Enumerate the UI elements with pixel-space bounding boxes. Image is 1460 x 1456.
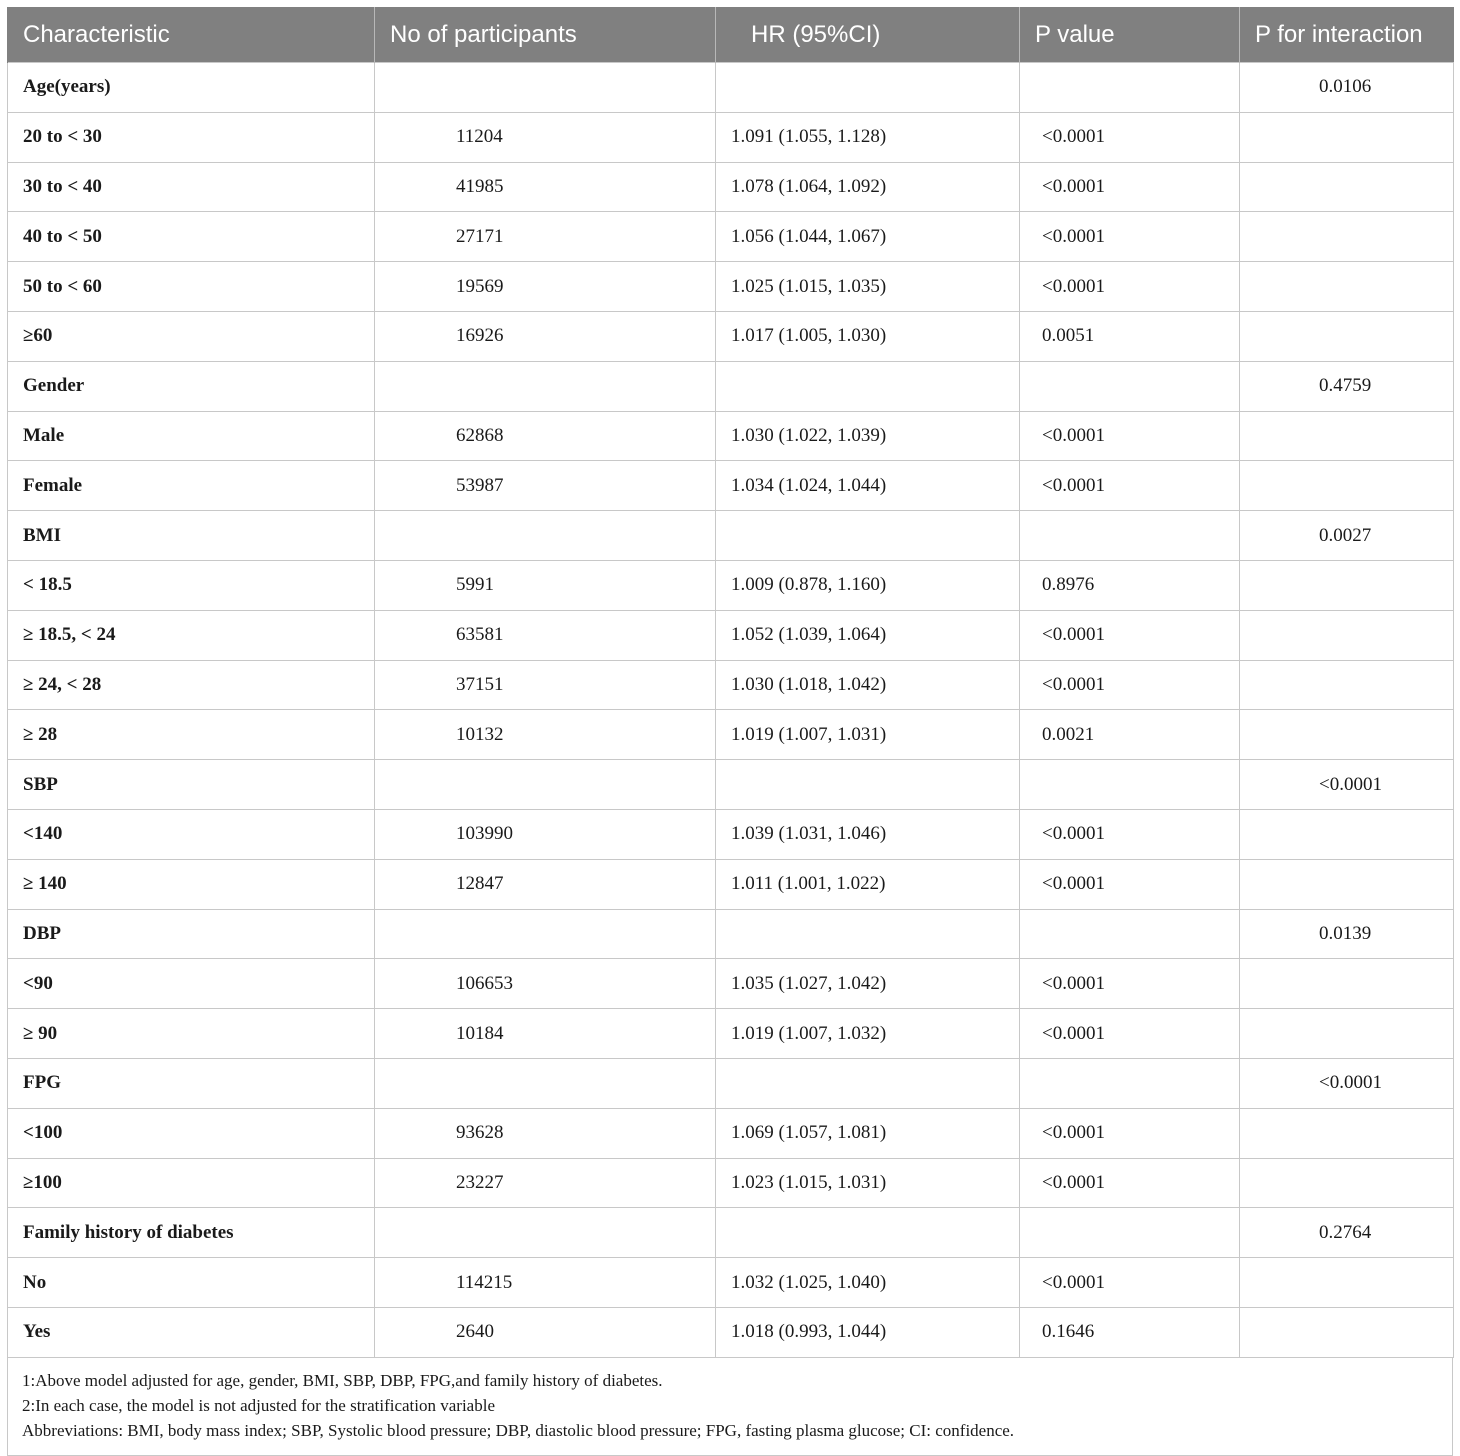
cell-p-value [1020,361,1240,411]
cell-hr: 1.032 (1.025, 1.040) [716,1258,1020,1308]
table-row [8,1058,1454,1108]
header-participants: No of participants [375,7,716,63]
cell-participants: 16926 [375,311,716,361]
cell-participants [375,63,716,113]
cell-p-value: 0.8976 [1020,560,1240,610]
cell-hr [716,361,1020,411]
cell-characteristic: ≥ 28 [8,710,375,760]
table-row [8,411,1454,461]
cell-p-value: <0.0001 [1020,411,1240,461]
cell-participants: 63581 [375,610,716,660]
footnote-1: 1:Above model adjusted for age, gender, BMI, SBP, DBP, FPG,and family history of diabetes. [22,1370,663,1390]
cell-participants [375,361,716,411]
cell-p-interaction [1240,610,1454,660]
cell-p-interaction [1240,560,1454,610]
cell-characteristic: DBP [8,909,375,959]
cell-hr [716,511,1020,561]
cell-participants [375,1058,716,1108]
cell-characteristic: Family history of diabetes [8,1208,375,1258]
cell-p-interaction [1240,461,1454,511]
cell-p-value: <0.0001 [1020,959,1240,1009]
cell-characteristic: BMI [8,511,375,561]
cell-participants: 37151 [375,660,716,710]
cell-participants: 10184 [375,1009,716,1059]
cell-p-interaction: <0.0001 [1240,1058,1454,1108]
cell-characteristic: 50 to < 60 [8,262,375,312]
footnote-abbreviations: Abbreviations: BMI, body mass index; SBP, Systolic blood pressure; DBP, diastolic blood pressure; FPG, fasting plasma glucose; CI: confidence. [22,1420,1015,1440]
cell-hr [716,63,1020,113]
table-row [8,1307,1454,1357]
table-row [8,859,1454,909]
table-row [8,262,1454,312]
cell-characteristic: Male [8,411,375,461]
cell-hr: 1.056 (1.044, 1.067) [716,212,1020,262]
cell-participants: 53987 [375,461,716,511]
cell-p-interaction [1240,710,1454,760]
cell-p-value: <0.0001 [1020,112,1240,162]
cell-hr: 1.019 (1.007, 1.031) [716,710,1020,760]
cell-hr: 1.009 (0.878, 1.160) [716,560,1020,610]
cell-p-interaction [1240,660,1454,710]
cell-participants: 27171 [375,212,716,262]
table-row [8,610,1454,660]
cell-p-value: 0.0021 [1020,710,1240,760]
cell-p-interaction: 0.0027 [1240,511,1454,561]
cell-hr: 1.017 (1.005, 1.030) [716,311,1020,361]
cell-hr [716,760,1020,810]
cell-p-interaction [1240,262,1454,312]
table-row [8,1009,1454,1059]
cell-characteristic: <100 [8,1108,375,1158]
cell-hr: 1.035 (1.027, 1.042) [716,959,1020,1009]
table-row [8,63,1454,113]
cell-characteristic: ≥60 [8,311,375,361]
footnote-2: 2:In each case, the model is not adjusted for the stratification variable [22,1395,495,1415]
cell-p-value: 0.1646 [1020,1307,1240,1357]
cell-p-value: <0.0001 [1020,461,1240,511]
table-row [8,1108,1454,1158]
table-row [8,361,1454,411]
cell-hr: 1.018 (0.993, 1.044) [716,1307,1020,1357]
cell-p-interaction [1240,1258,1454,1308]
table-row [8,1208,1454,1258]
cell-p-interaction [1240,1158,1454,1208]
cell-characteristic: FPG [8,1058,375,1108]
table-row [8,162,1454,212]
table-header-row [8,7,1454,63]
cell-characteristic: Yes [8,1307,375,1357]
cell-characteristic: 30 to < 40 [8,162,375,212]
cell-p-interaction [1240,859,1454,909]
cell-participants: 5991 [375,560,716,610]
cell-p-interaction [1240,411,1454,461]
cell-p-value: <0.0001 [1020,660,1240,710]
cell-hr [716,1208,1020,1258]
cell-characteristic: Age(years) [8,63,375,113]
cell-participants: 10132 [375,710,716,760]
cell-characteristic: Female [8,461,375,511]
cell-characteristic: Gender [8,361,375,411]
table-row [8,660,1454,710]
cell-p-interaction [1240,112,1454,162]
cell-p-interaction: 0.2764 [1240,1208,1454,1258]
cell-participants: 19569 [375,262,716,312]
cell-p-value: <0.0001 [1020,809,1240,859]
cell-p-interaction [1240,1009,1454,1059]
table-row [8,959,1454,1009]
cell-participants: 106653 [375,959,716,1009]
cell-p-interaction: 0.0106 [1240,63,1454,113]
cell-hr: 1.052 (1.039, 1.064) [716,610,1020,660]
cell-characteristic: <140 [8,809,375,859]
cell-characteristic: SBP [8,760,375,810]
cell-p-interaction [1240,212,1454,262]
table-body [8,63,1454,1358]
cell-characteristic: ≥100 [8,1158,375,1208]
cell-p-interaction [1240,162,1454,212]
cell-characteristic: ≥ 90 [8,1009,375,1059]
table-row [8,710,1454,760]
cell-characteristic: ≥ 24, < 28 [8,660,375,710]
table-row [8,1158,1454,1208]
cell-p-value [1020,1208,1240,1258]
cell-p-interaction [1240,959,1454,1009]
cell-participants: 103990 [375,809,716,859]
cell-p-value: <0.0001 [1020,162,1240,212]
cell-participants: 114215 [375,1258,716,1308]
cell-participants: 41985 [375,162,716,212]
cell-participants [375,511,716,561]
table-row [8,909,1454,959]
cell-p-value: <0.0001 [1020,1158,1240,1208]
table-row [8,560,1454,610]
cell-p-value: <0.0001 [1020,212,1240,262]
cell-p-value [1020,511,1240,561]
table-row [8,461,1454,511]
cell-participants: 93628 [375,1108,716,1158]
cell-p-interaction [1240,311,1454,361]
cell-p-interaction [1240,809,1454,859]
cell-hr: 1.039 (1.031, 1.046) [716,809,1020,859]
cell-participants [375,1208,716,1258]
cell-p-value [1020,1058,1240,1108]
cell-participants: 23227 [375,1158,716,1208]
cell-p-interaction: 0.0139 [1240,909,1454,959]
cell-hr: 1.078 (1.064, 1.092) [716,162,1020,212]
table-row [8,809,1454,859]
cell-hr: 1.030 (1.022, 1.039) [716,411,1020,461]
cell-characteristic: 40 to < 50 [8,212,375,262]
cell-hr: 1.034 (1.024, 1.044) [716,461,1020,511]
cell-characteristic: ≥ 18.5, < 24 [8,610,375,660]
cell-hr: 1.011 (1.001, 1.022) [716,859,1020,909]
cell-characteristic: < 18.5 [8,560,375,610]
cell-p-value: <0.0001 [1020,262,1240,312]
results-table-container [7,7,1453,1456]
cell-p-interaction [1240,1108,1454,1158]
cell-participants: 12847 [375,859,716,909]
cell-p-interaction [1240,1307,1454,1357]
subgroup-analysis-table [7,7,1454,1358]
cell-participants: 62868 [375,411,716,461]
table-row [8,511,1454,561]
cell-characteristic: ≥ 140 [8,859,375,909]
table-row [8,1258,1454,1308]
cell-participants: 11204 [375,112,716,162]
cell-hr: 1.091 (1.055, 1.128) [716,112,1020,162]
cell-participants [375,760,716,810]
cell-hr: 1.030 (1.018, 1.042) [716,660,1020,710]
table-row [8,212,1454,262]
cell-characteristic: <90 [8,959,375,1009]
cell-hr: 1.069 (1.057, 1.081) [716,1108,1020,1158]
table-footnotes [7,1358,1453,1456]
cell-hr: 1.019 (1.007, 1.032) [716,1009,1020,1059]
header-p-interaction: P for interaction [1240,7,1454,63]
cell-p-value: <0.0001 [1020,1258,1240,1308]
cell-hr [716,909,1020,959]
cell-p-value: <0.0001 [1020,610,1240,660]
cell-participants [375,909,716,959]
cell-p-value: <0.0001 [1020,859,1240,909]
cell-characteristic: No [8,1258,375,1308]
cell-p-interaction: 0.4759 [1240,361,1454,411]
cell-characteristic: 20 to < 30 [8,112,375,162]
cell-participants: 2640 [375,1307,716,1357]
cell-p-value: <0.0001 [1020,1108,1240,1158]
cell-p-value: 0.0051 [1020,311,1240,361]
table-row [8,311,1454,361]
cell-hr [716,1058,1020,1108]
cell-hr: 1.023 (1.015, 1.031) [716,1158,1020,1208]
table-row [8,112,1454,162]
cell-p-value [1020,909,1240,959]
cell-p-value [1020,63,1240,113]
cell-p-interaction: <0.0001 [1240,760,1454,810]
table-row [8,760,1454,810]
cell-p-value: <0.0001 [1020,1009,1240,1059]
header-hr: HR (95%CI) [716,7,1020,63]
header-p-value: P value [1020,7,1240,63]
cell-hr: 1.025 (1.015, 1.035) [716,262,1020,312]
cell-p-value [1020,760,1240,810]
header-characteristic: Characteristic [8,7,375,63]
